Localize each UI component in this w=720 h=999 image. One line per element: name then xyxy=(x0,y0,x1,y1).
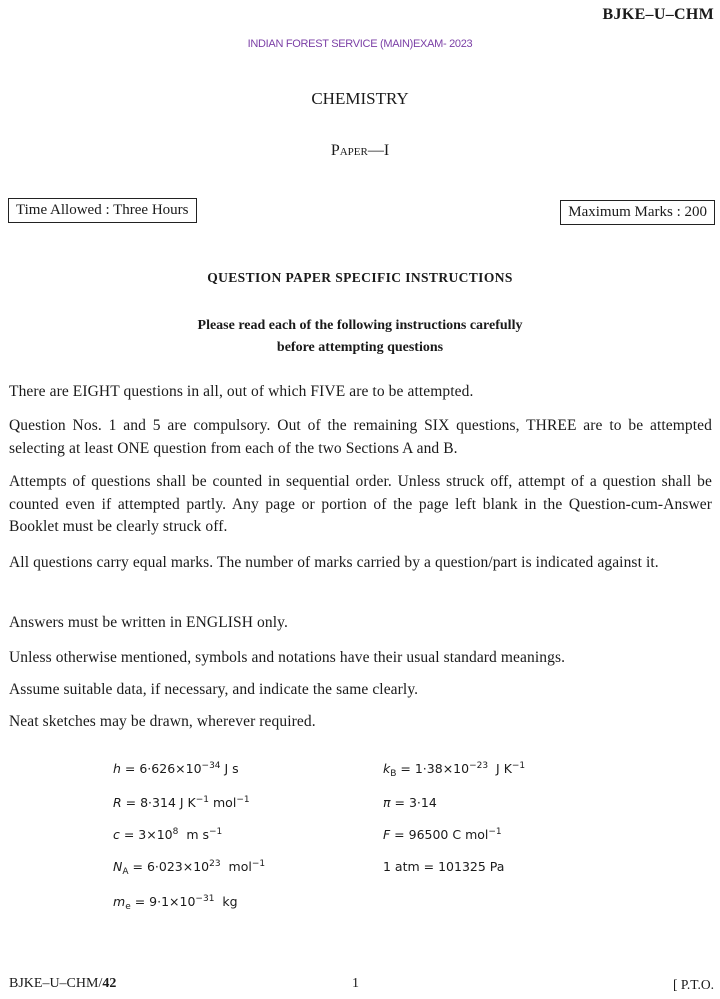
instruction-item: Neat sketches may be drawn, wherever required. xyxy=(9,713,316,730)
instruction-item: There are EIGHT questions in all, out of which FIVE are to be attempted. xyxy=(9,383,474,400)
paper-number: Paper—I xyxy=(330,142,390,159)
footer-code: BJKE–U–CHM/42 xyxy=(9,976,117,991)
time-allowed-box: Time Allowed : Three Hours xyxy=(8,198,197,223)
instruction-item: All questions carry equal marks. The number of marks carried by a question/part is indicated against it. xyxy=(9,554,659,571)
subject-title: CHEMISTRY xyxy=(311,89,409,108)
subheading-line-1: Please read each of the following instructions carefully xyxy=(197,318,523,333)
instructions-subheading xyxy=(0,315,720,359)
constant-atm: 1 atm = 101325 Pa xyxy=(383,859,505,874)
instruction-item: Assume suitable data, if necessary, and indicate the same clearly. xyxy=(9,681,419,698)
constant-faraday: F = 96500 C mol$^{-1}$ xyxy=(383,827,502,842)
constant-boltzmann: $k_B = 1\cdot 38\times 10^{-23}$ J $K^{-1}$ xyxy=(383,761,526,779)
instruction-item: Answers must be written in ENGLISH only. xyxy=(9,614,288,631)
maximum-marks-box: Maximum Marks : 200 xyxy=(560,200,715,225)
instructions-heading: QUESTION PAPER SPECIFIC INSTRUCTIONS xyxy=(207,270,513,285)
paper-code: BJKE–U–CHM xyxy=(602,6,714,23)
instruction-item: Attempts of questions shall be counted in sequential order. Unless struck off, attempt of a question shall be counted even if attempted partly. Any page or portion of the page left blank in the Question-cum-Answer Booklet must be clearly struck off. xyxy=(9,473,712,535)
constant-electron-mass: $m_e = 9\cdot 1\times 10^{-31}$ kg xyxy=(113,894,238,912)
constant-gas: R = 8·314 J $K^{-1}$ mol$^{-1}$ xyxy=(113,795,250,810)
exam-title: INDIAN FOREST SERVICE (MAIN)EXAM- 2023 xyxy=(247,38,473,50)
constant-planck: $h = 6\cdot 626\times 10^{-34}$ J s xyxy=(113,761,239,776)
pto-label: [ P.T.O. xyxy=(672,977,714,992)
instruction-item: Question Nos. 1 and 5 are compulsory. Out of the remaining SIX questions, THREE are to be attempted selecting at least ONE question from each of the two Sections A and B. xyxy=(9,417,712,457)
subheading-line-2: before attempting questions xyxy=(276,340,444,355)
page-number: 1 xyxy=(352,976,359,991)
constant-pi: π = 3·14 xyxy=(383,795,437,810)
instruction-item: Unless otherwise mentioned, symbols and notations have their usual standard meanings. xyxy=(9,649,566,666)
constant-light-speed: $c = 3\times 10^8$ m $s^{-1}$ xyxy=(113,827,223,842)
constant-avogadro: $N_A = 6\cdot 023\times 10^{23}$ mol$^{-1}$ xyxy=(113,859,266,877)
